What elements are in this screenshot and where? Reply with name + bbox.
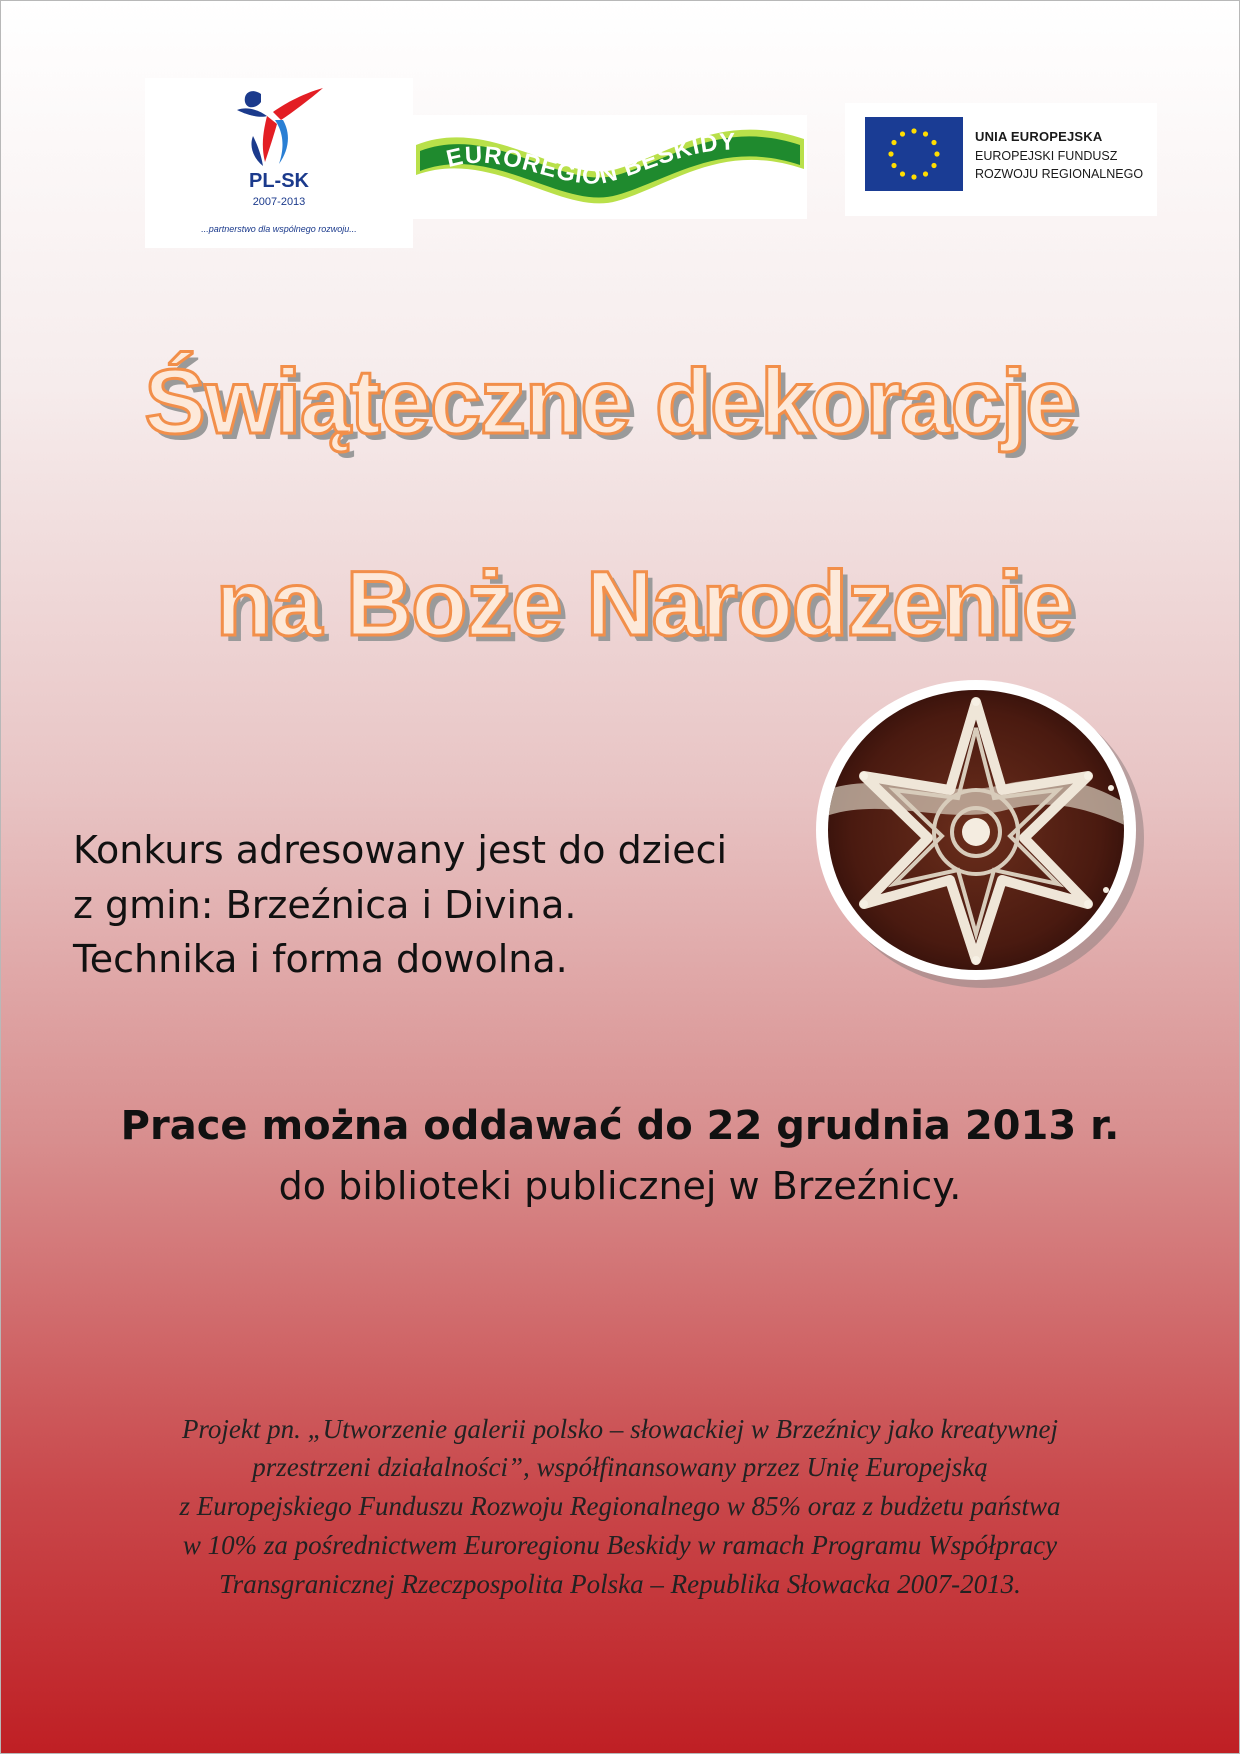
title-line-2: na Boże Narodzenie bbox=[215, 553, 1073, 655]
crochet-snowflake-photo bbox=[806, 680, 1158, 990]
plsk-figure-icon bbox=[223, 84, 333, 174]
eu-line2: EUROPEJSKI FUNDUSZ bbox=[975, 149, 1118, 163]
plsk-years: 2007-2013 bbox=[252, 196, 306, 208]
footer-line-4: w 10% za pośrednictwem Euroregionu Beskidy w ramach Programu Współpracy bbox=[182, 1530, 1058, 1560]
euroregion-text: EUROREGION BESKIDY bbox=[443, 128, 737, 190]
footer-line-2: przestrzeni działalności”, współfinansowany przez Unię Europejską bbox=[252, 1452, 988, 1482]
eu-flag-icon bbox=[865, 117, 963, 191]
footer-line-3: z Europejskiego Funduszu Rozwoju Regionalnego w 85% oraz z budżetu państwa bbox=[179, 1491, 1061, 1521]
deadline-place: do biblioteki publicznej w Brzeźnicy. bbox=[278, 1164, 962, 1208]
eu-line1: UNIA EUROPEJSKA bbox=[975, 129, 1103, 144]
title-line-1: Świąteczne dekoracje bbox=[144, 351, 1076, 453]
euroregion-logo bbox=[412, 115, 807, 219]
info-line-2: z gmin: Brzeźnica i Divina. bbox=[73, 883, 577, 927]
eu-line3: ROZWOJU REGIONALNEGO bbox=[975, 167, 1144, 181]
footer-line-5: Transgranicznej Rzeczpospolita Polska – Republika Słowacka 2007-2013. bbox=[219, 1569, 1021, 1599]
plsk-logo bbox=[145, 78, 413, 248]
deadline-heading: Prace można oddawać do 22 grudnia 2013 r. bbox=[120, 1103, 1120, 1149]
info-line-1: Konkurs adresowany jest do dzieci bbox=[73, 828, 728, 872]
euroregion-banner-icon bbox=[412, 115, 807, 219]
footer-line-1: Projekt pn. „Utworzenie galerii polsko – słowackiej w Brzeźnicy jako kreatywnej bbox=[181, 1414, 1059, 1444]
svg-text:EUROREGION BESKIDY bbox=[444, 128, 737, 189]
eu-logo bbox=[845, 103, 1157, 216]
plsk-tagline: ...partnerstwo dla wspólnego rozwoju... bbox=[201, 224, 357, 234]
info-line-3: Technika i forma dowolna. bbox=[73, 937, 568, 981]
plsk-title: PL-SK bbox=[249, 170, 309, 192]
